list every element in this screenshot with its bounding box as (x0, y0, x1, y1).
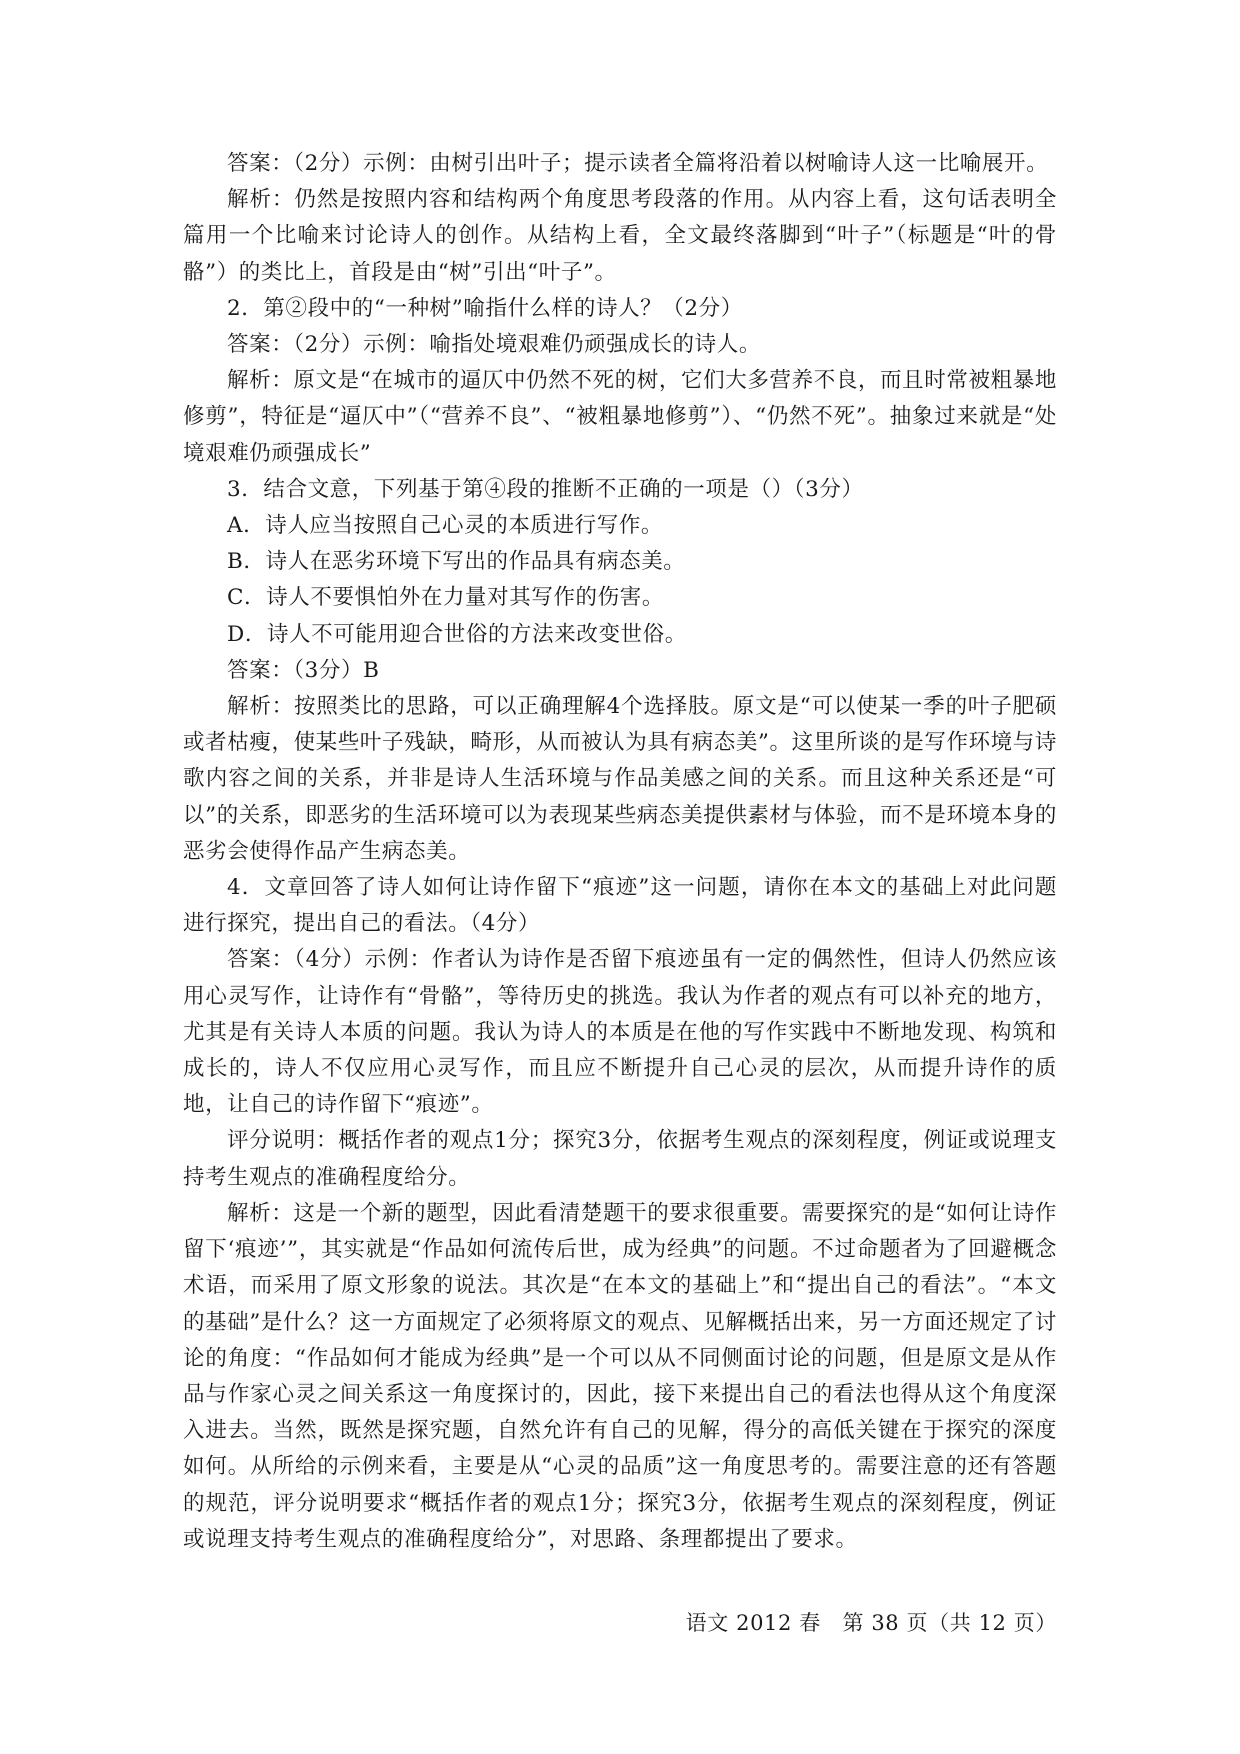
question-3: 3．结合文意，下列基于第④段的推断不正确的一项是（）（3分） (227, 476, 864, 502)
option-c: C．诗人不要惧怕外在力量对其写作的伤害。 (227, 585, 664, 611)
scoring-note-q4: 评分说明：概括作者的观点1分；探究3分，依据考生观点的深刻程度，例证或说理支持考生观点的准确程度给分。 (183, 1128, 1057, 1190)
question-2: 2．第②段中的“一种树”喻指什么样的诗人？（2分） (227, 295, 743, 321)
answer-q2: 答案：（2分）示例：喻指处境艰难仍顽强成长的诗人。 (227, 332, 761, 358)
answer-q4: 答案：（4分）示例：作者认为诗作是否留下痕迹虽有一定的偶然性，但诗人仍然应该用心灵写作，让诗作有“骨骼”，等待历史的挑选。我认为作者的观点有可以补充的地方，尤其是有关诗人本质的问题。我认为诗人的本质是在他的写作实践中不断地发现、构筑和成长的，诗人不仅应用心灵写作，而且应不断提升自己心灵的层次，从而提升诗作的质地，让自己的诗作留下“痕迹”。 (183, 947, 1057, 1118)
analysis-q3: 解析：按照类比的思路，可以正确理解4个选择肢。原文是“可以使某一季的叶子肥硕或者枯瘦，使某些叶子残缺，畸形，从而被认为具有病态美”。这里所谈的是写作环境与诗歌内容之间的关系，并非是诗人生活环境与作品美感之间的关系。而且这种关系还是“可以”的关系，即恶劣的生活环境可以为表现某些病态美提供素材与体验，而不是环境本身的恶劣会使得作品产生病态美。 (183, 694, 1057, 864)
option-d: D．诗人不可能用迎合世俗的方法来改变世俗。 (227, 621, 687, 647)
analysis-q2: 解析：原文是“在城市的逼仄中仍然不死的树，它们大多营养不良，而且时常被粗暴地修剪”，特征是“逼仄中”（“营养不良”、“被粗暴地修剪”）、“仍然不死”。抽象过来就是“处境艰难仍顽强成长” (183, 368, 1057, 466)
option-a: A．诗人应当按照自己心灵的本质进行写作。 (227, 513, 664, 539)
answer-q1: 答案：（2分）示例：由树引出叶子；提示读者全篇将沿着以树喻诗人这一比喻展开。 (227, 151, 1049, 176)
option-b: B．诗人在恶劣环境下写出的作品具有病态美。 (227, 549, 686, 575)
page-footer: 语文 2012 春 第 38 页（共 12 页） (685, 1611, 1057, 1635)
question-4: 4．文章回答了诗人如何让诗作留下“痕迹”这一问题，请你在本文的基础上对此问题进行探究，提出自己的看法。（4分） (183, 875, 1057, 937)
analysis-q4: 解析：这是一个新的题型，因此看清楚题干的要求很重要。需要探究的是“如何让诗作留下‘痕迹’”，其实就是“作品如何流传后世，成为经典”的问题。不过命题者为了回避概念术语，而采用了原文形象的说法。其次是“在本文的基础上”和“提出自己的看法”。“本文的基础”是什么？这一方面规定了必须将原文的观点、见解概括出来，另一方面还规定了讨论的角度：“作品如何才能成为经典”是一个可以从不同侧面讨论的问题，但是原文是从作品与作家心灵之间关系这一角度探讨的，因此，接下来提出自己的看法也得从这个角度深入进去。当然，既然是探究题，自然允许有自己的见解，得分的高低关键在于探究的深度如何。从所给的示例来看，主要是从“心灵的品质”这一角度思考的。需要注意的还有答题的规范，评分说明要求“概括作者的观点1分；探究3分，依据考生观点的深刻程度，例证或说理支持考生观点的准确程度给分”，对思路、条理都提出了要求。 (183, 1200, 1057, 1552)
answer-q3: 答案：（3分）B (227, 657, 380, 683)
analysis-q1: 解析：仍然是按照内容和结构两个角度思考段落的作用。从内容上看，这句话表明全篇用一个比喻来讨论诗人的创作。从结构上看，全文最终落脚到“叶子”（标题是“叶的骨骼”）的类比上，首段是由“树”引出“叶子”。 (183, 187, 1057, 285)
